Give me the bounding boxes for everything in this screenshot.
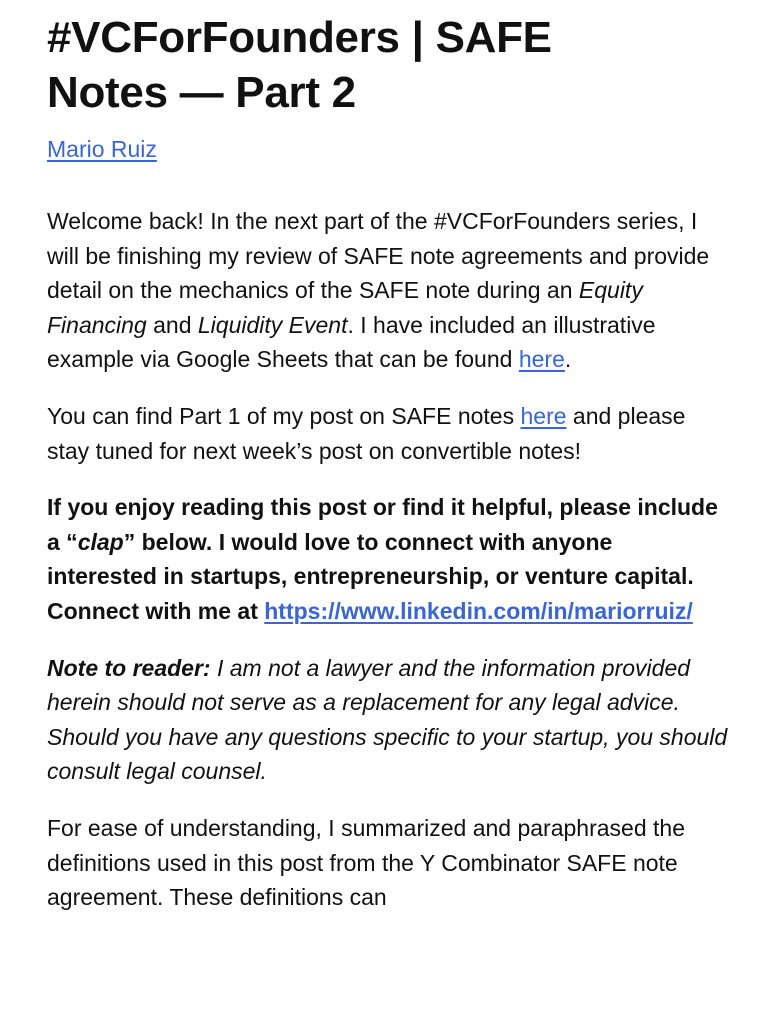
- part1-text-2: and please stay tuned for next week’s post on convertible notes!: [47, 402, 686, 464]
- intro-text-4: .: [564, 346, 572, 373]
- callout-text-2: ” below. I would love to connect with anyone interested in startups, entrepreneurship, or venture capital. Connect with me at: [47, 528, 694, 624]
- intro-paragraph: [47, 204, 728, 377]
- author-link[interactable]: Mario Ruiz: [47, 136, 157, 162]
- part1-link[interactable]: here: [520, 402, 567, 429]
- callout-clap: clap: [77, 528, 124, 555]
- title-line-2: Notes — Part 2: [47, 68, 356, 117]
- linkedin-link[interactable]: https://www.linkedin.com/in/mariorruiz/: [264, 597, 693, 624]
- intro-text-1: Welcome back! In the next part of the #VCForFounders series, I will be finishing my review of SAFE note agreements and provide detail on the mechanics of the SAFE note during an: [47, 208, 710, 304]
- definitions-paragraph: [47, 811, 728, 915]
- google-sheets-link[interactable]: here: [518, 346, 565, 373]
- callout-paragraph: [47, 490, 728, 628]
- article-title: [47, 10, 728, 120]
- title-line-1: #VCForFounders | SAFE: [47, 13, 552, 62]
- definitions-text: For ease of understanding, I summarized and paraphrased the definitions used in this post from the Y Combinator SAFE note agreement. These definitions can: [47, 814, 685, 911]
- intro-text-3: . I have included an illustrative example via Google Sheets that can be found: [47, 311, 656, 373]
- callout-text-1: If you enjoy reading this post or find it helpful, please include a “: [47, 494, 718, 555]
- part1-paragraph: [47, 399, 728, 468]
- intro-equity-financing: Equity Financing: [47, 277, 643, 338]
- intro-liquidity-event: Liquidity Event: [197, 311, 348, 338]
- part1-text-1: You can find Part 1 of my post on SAFE notes: [47, 402, 521, 429]
- note-label: Note to reader:: [47, 654, 211, 681]
- note-text: I am not a lawyer and the information provided herein should not serve as a replacement for any legal advice. Should you have any questions specific to your startup, you should consult legal counsel.: [47, 654, 728, 785]
- intro-text-2: and: [146, 311, 198, 338]
- note-paragraph: [47, 651, 728, 789]
